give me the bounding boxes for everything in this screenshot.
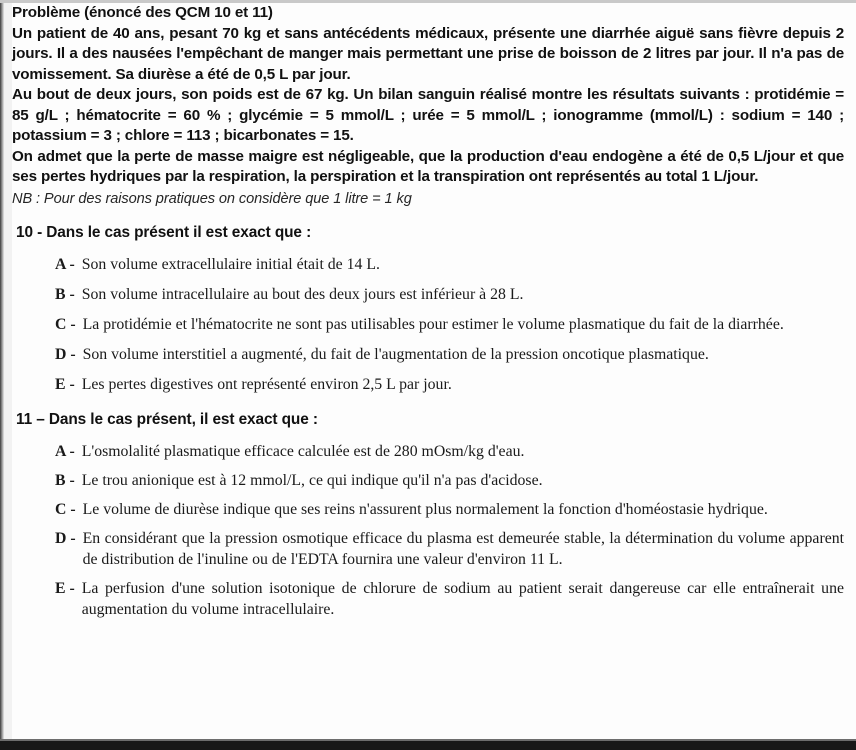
problem-paragraph-1: Un patient de 40 ans, pesant 70 kg et sans antécédents médicaux, présente une diarrhée aiguë sans fièvre depuis 2 jours. Il a des nausées l'empêchant de manger mais permettant une prise de boisson de 2 litres par jour. Il n'a pas de vomissement. Sa diurèse a été de 0,5 L par jour.: [12, 24, 844, 83]
question-10-header: [12, 223, 844, 243]
option-11-c-letter: C -: [55, 500, 80, 518]
question-10-text: Dans le cas présent il est exact que :: [46, 223, 312, 241]
page-content: [12, 3, 844, 739]
option-11-c-text: Le volume de diurèse indique que ses reins n'assurent plus normalement la fonction d'homéostasie hydrique.: [82, 500, 768, 518]
option-10-d-letter: D -: [55, 345, 80, 363]
option-10-e[interactable]: [12, 374, 844, 395]
option-spacer: [12, 520, 844, 528]
question-block-10: [12, 223, 844, 395]
option-spacer: [12, 335, 844, 344]
page-title: Problème (énoncé des QCM 10 et 11): [12, 4, 273, 21]
question-10-number: 10 -: [16, 223, 47, 241]
option-11-b-letter: B -: [55, 471, 79, 489]
option-10-a-text: Son volume extracellulaire initial était de 14 L.: [81, 255, 380, 273]
option-10-c[interactable]: [12, 314, 844, 335]
nb-note: NB : Pour des raisons pratiques on considère que 1 litre = 1 kg: [12, 190, 412, 207]
option-10-b-text: Son volume intracellulaire au bout des deux jours est inférieur à 28 L.: [81, 285, 524, 303]
question-11-header: [12, 410, 844, 430]
problem-paragraph-3: On admet que la perte de masse maigre est négligeable, que la production d'eau endogène a été de 0,5 L/jour et que ses pertes hydriques par la respiration, la perspiration et la transpiration ont représentés au total 1 L/jour.: [12, 147, 844, 185]
option-10-b-letter: B -: [55, 285, 79, 303]
option-11-d[interactable]: [12, 528, 844, 570]
option-spacer: [12, 570, 844, 578]
option-11-b[interactable]: [12, 470, 844, 491]
question-11-options: [12, 441, 844, 620]
option-11-c[interactable]: [12, 499, 844, 520]
option-11-e[interactable]: [12, 578, 844, 620]
option-spacer: [12, 275, 844, 284]
question-block-11: [12, 410, 844, 620]
option-11-a-text: L'osmolalité plasmatique efficace calculée est de 280 mOsm/kg d'eau.: [81, 442, 525, 460]
question-10-options: [12, 254, 844, 395]
option-10-b[interactable]: [12, 284, 844, 305]
option-10-c-text: La protidémie et l'hématocrite ne sont pas utilisables pour estimer le volume plasmatique du fait de la diarrhée.: [82, 315, 784, 333]
option-11-d-text: En considérant que la pression osmotique efficace du plasma est demeurée stable, la détermination du volume apparent de distribution de l'inuline ou de l'EDTA fournira une valeur d'environ 11 L.: [82, 529, 844, 568]
option-10-e-text: Les pertes digestives ont représenté environ 2,5 L par jour.: [81, 375, 452, 393]
option-10-d[interactable]: [12, 344, 844, 365]
question-11-number: 11 –: [16, 410, 49, 428]
option-spacer: [12, 365, 844, 374]
option-10-c-letter: C -: [55, 315, 80, 333]
option-10-d-text: Son volume interstitiel a augmenté, du fait de l'augmentation de la pression oncotique plasmatique.: [82, 345, 709, 363]
problem-paragraph-2: Au bout de deux jours, son poids est de 67 kg. Un bilan sanguin réalisé montre les résultats suivants : protidémie = 85 g/L ; hématocrite = 60 % ; glycémie = 5 mmol/L ; urée = 5 mmol/L ; ionogramme (mmol/L) : sodium = 140 ; potassium = 3 ; chlore = 113 ; bicarbonates = 15.: [12, 86, 844, 144]
problem-statement: [12, 3, 844, 188]
option-spacer: [12, 491, 844, 499]
option-10-a-letter: A -: [55, 255, 79, 273]
question-11-text: Dans le cas présent, il est exact que :: [48, 410, 318, 428]
option-spacer: [12, 462, 844, 470]
scan-bottom-dark-bar: [0, 741, 856, 750]
option-11-d-letter: D -: [55, 529, 80, 547]
option-spacer: [12, 305, 844, 314]
option-11-b-text: Le trou anionique est à 12 mmol/L, ce qui indique qu'il n'a pas d'acidose.: [81, 471, 543, 489]
scan-left-margin: [4, 3, 12, 739]
option-10-a[interactable]: [12, 254, 844, 275]
option-11-e-letter: E -: [55, 579, 79, 597]
option-11-e-text: La perfusion d'une solution isotonique de chlorure de sodium au patient serait dangereuse car elle entraînerait une augmentation du volume intracellulaire.: [81, 579, 844, 618]
option-11-a[interactable]: [12, 441, 844, 462]
option-10-e-letter: E -: [55, 375, 79, 393]
option-11-a-letter: A -: [55, 442, 79, 460]
